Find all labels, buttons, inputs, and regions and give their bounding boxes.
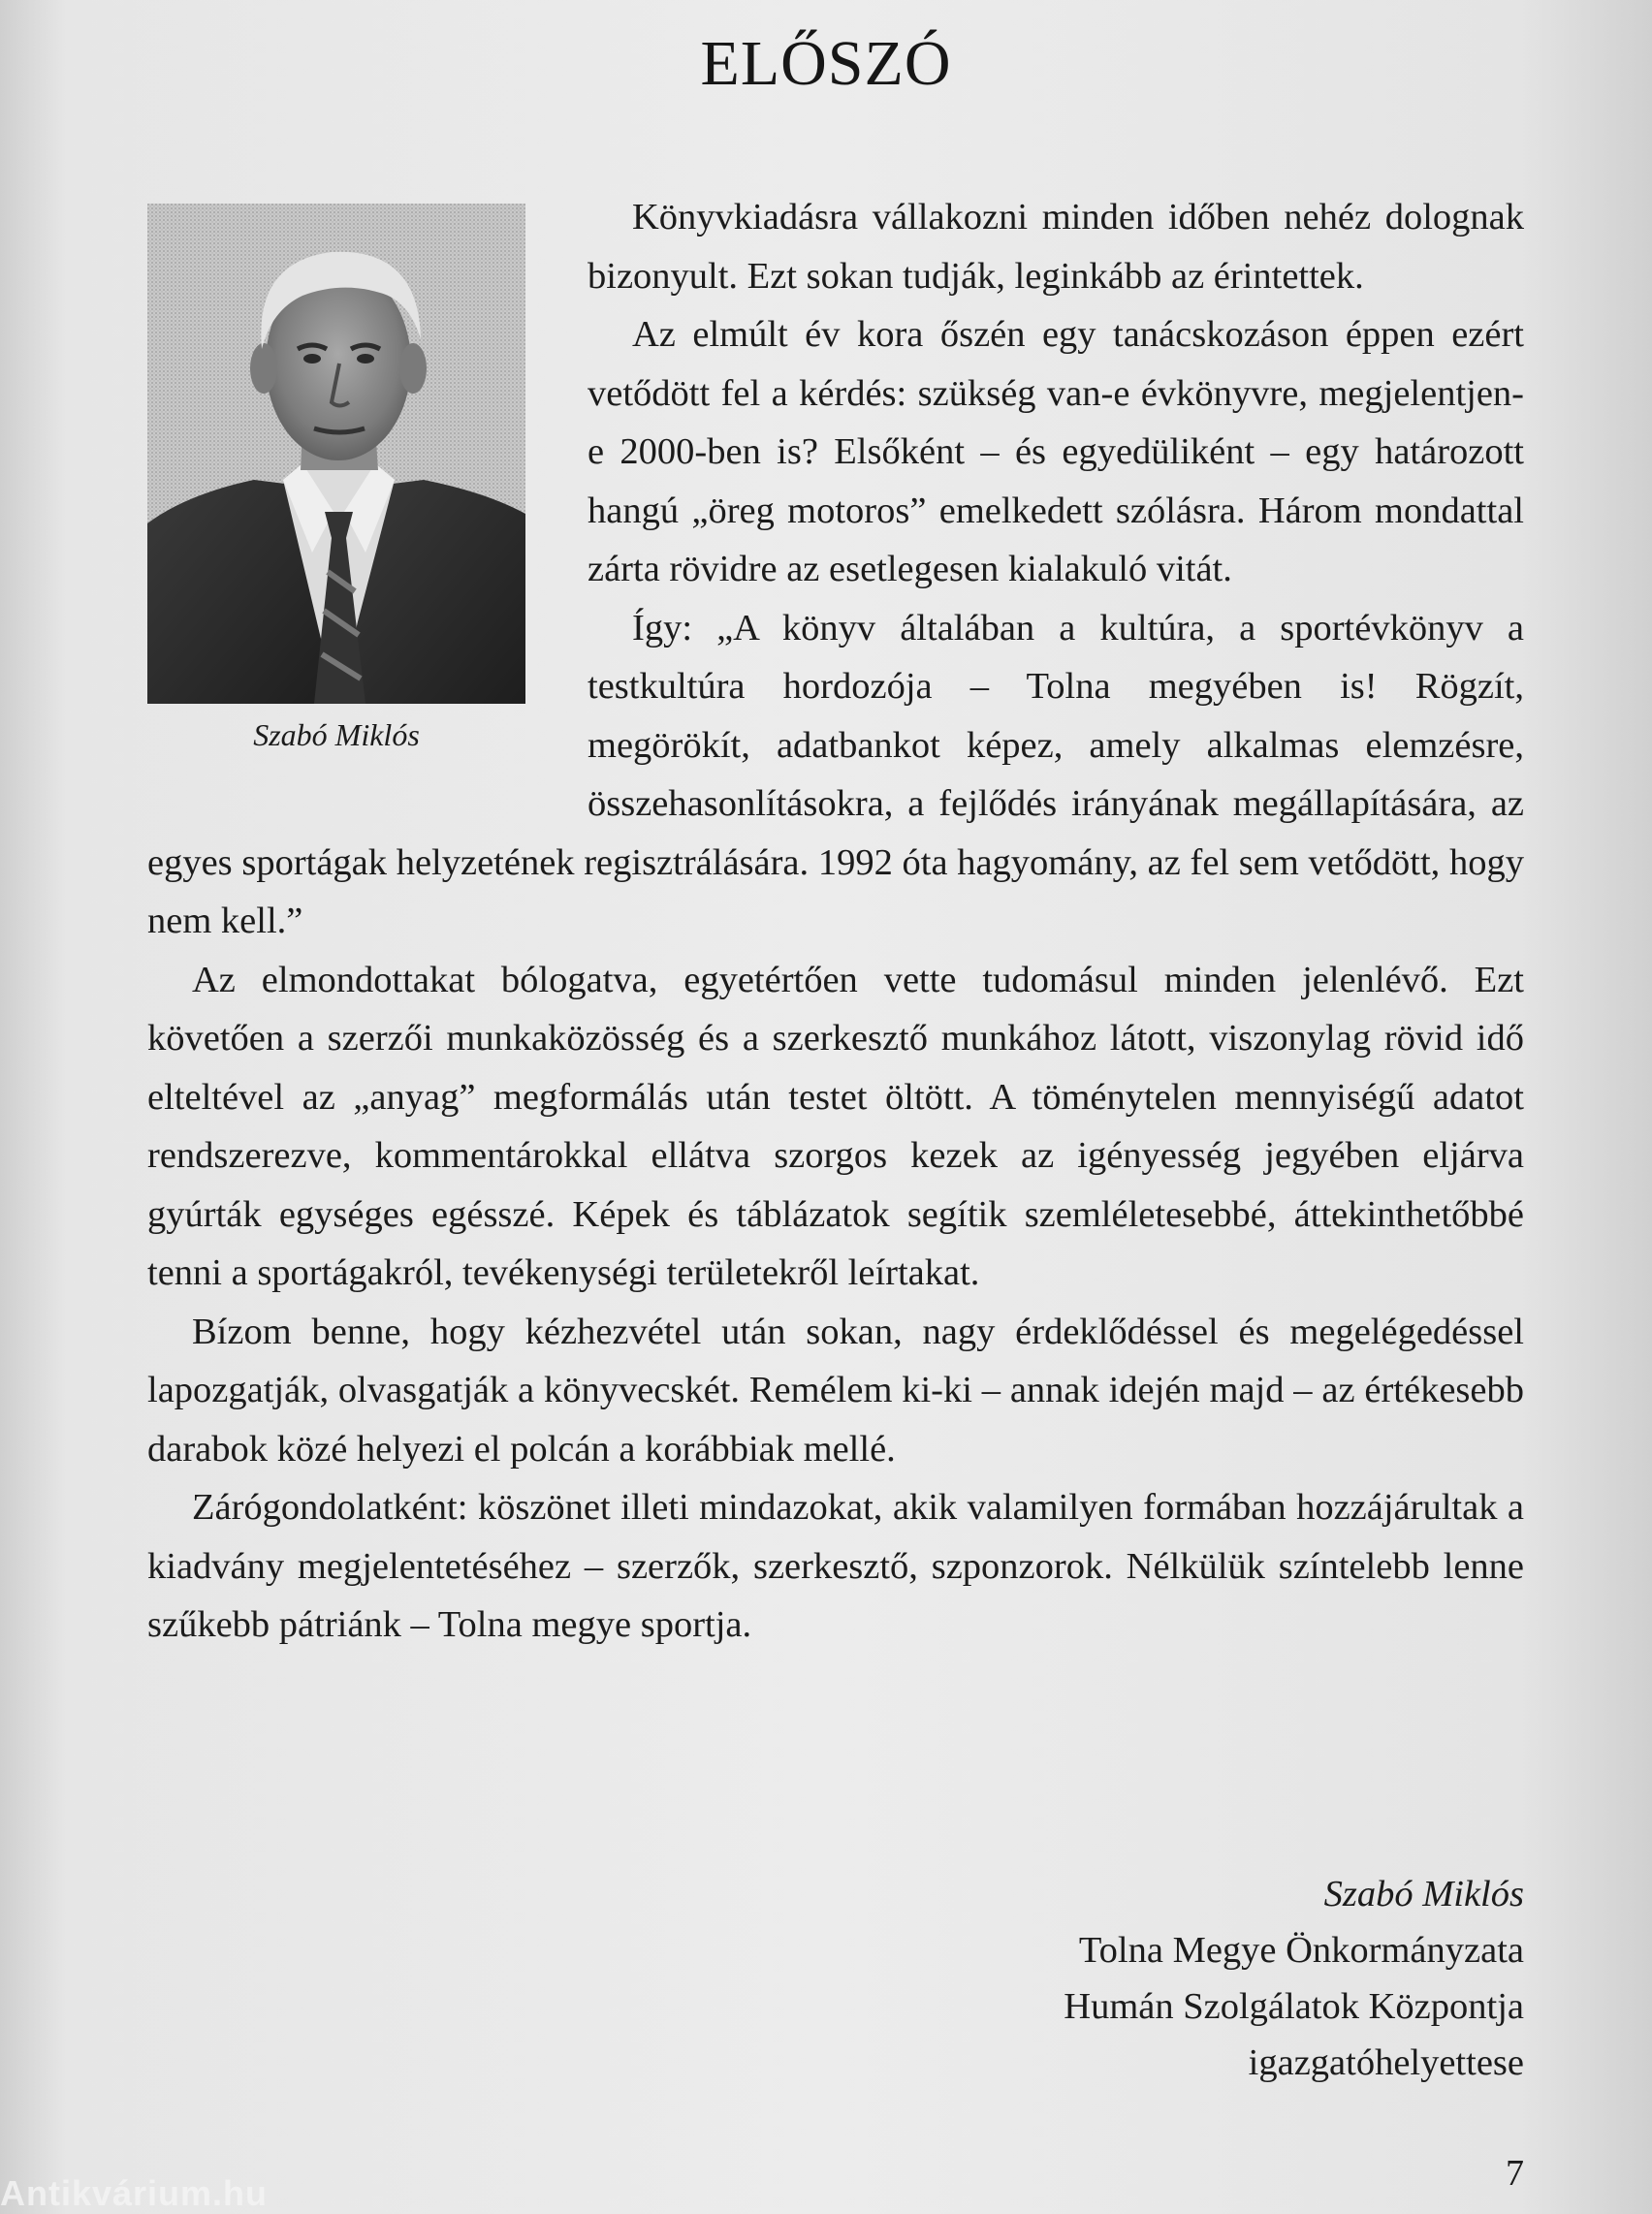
paragraph: Az elmondottakat bólogatva, egyetértően vette tudomásul minden jelenlévő. Ezt követően a szerzői munkaközösség és a szerkesztő munkához látott, viszonylag rövid idő elteltével az „anyag” megformálás után testet öltött. A töménytelen mennyiségű adatot rendszerezve, kommentárokkal ellátva szorgos kezek az igényesség jegyében eljárva gyúrták egységes egésszé. Képek és táblázatok segítik szemléletesebbé, áttekinthetőbbé tenni a sportágakról, tevékenységi területekről leírtakat. xyxy=(147,959,1524,1293)
signature-block xyxy=(1064,1866,1524,2091)
signature-name: Szabó Miklós xyxy=(1323,1874,1524,1914)
paragraph: Az elmúlt év kora őszén egy tanácskozáson éppen ezért vetődött fel a kérdés: szükség van-e évkönyvre, megjelentjen-e 2000-ben is? Elsőként – és egyedüliként – egy határozott hangú „öreg motoros” emelkedett szólásra. Három mondattal zárta rövidre az esetlegesen kialakuló vitát. xyxy=(588,314,1524,589)
foreword-text xyxy=(147,188,1524,1655)
paragraph: Bízom benne, hogy kézhezvétel után sokan, nagy érdeklődéssel és megelégedéssel lapozgatják, olvasgatják a könyvecskét. Remélem ki-ki – annak idején majd – az értékesebb darabok közé helyezi el polcán a korábbiak mellé. xyxy=(147,1311,1524,1470)
watermark: Antikvárium.hu xyxy=(0,2173,269,2213)
paragraph: Így: „A könyv általában a kultúra, a sportévkönyv a testkultúra hordozója – Tolna megyében is! Rögzít, megörökít, adatbankot képez, amely alkalmas elemzésre, összehasonlításokra, a fejlődés irányának megállapítására, az egyes sportágak helyzetének regisztrálására. 1992 óta hagyomány, az fel sem vetődött, hogy nem kell.” xyxy=(147,607,1524,941)
portrait-caption: Szabó Miklós xyxy=(253,717,420,752)
portrait-spacer xyxy=(147,188,588,826)
paragraph: Könyvkiadásra vállakozni minden időben nehéz dolognak bizonyult. Ezt sokan tudják, leginkább az érintettek. xyxy=(588,197,1524,297)
signature-line: igazgatóhelyettese xyxy=(1248,2042,1524,2083)
signature-line: Tolna Megye Önkormányzata xyxy=(1078,1930,1524,1971)
page-title: ELŐSZÓ xyxy=(700,28,952,99)
paragraph: Zárógondolatként: köszönet illeti mindazokat, akik valamilyen formában hozzájárultak a kiadvány megjelentetéséhez – szerzők, szerkesztő, szponzorok. Nélkülük színtelebb lenne szűkebb pátriánk – Tolna megye sportja. xyxy=(147,1487,1524,1645)
page-number: 7 xyxy=(1506,2153,1524,2194)
signature-line: Humán Szolgálatok Központja xyxy=(1064,1986,1524,2027)
